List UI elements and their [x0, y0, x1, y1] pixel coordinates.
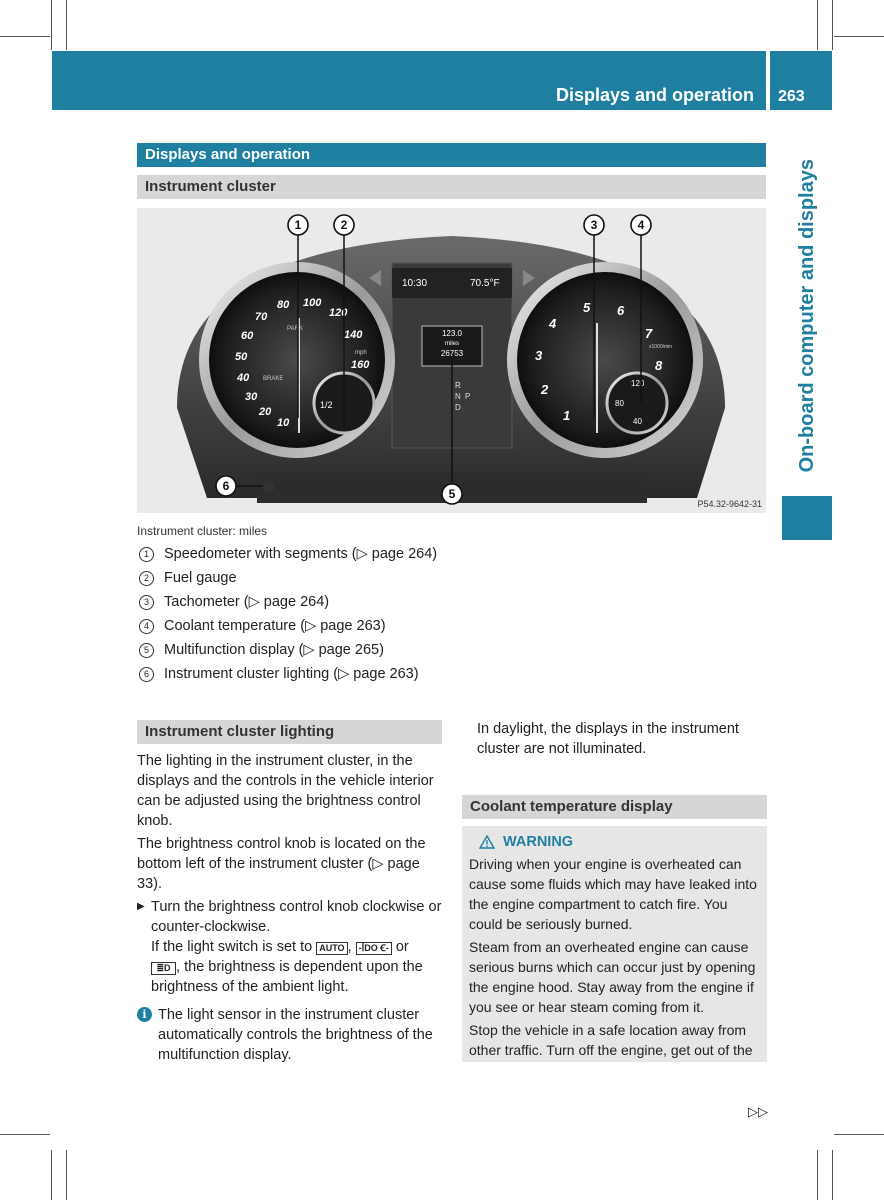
gear-p: P [465, 392, 471, 401]
speed-tick: 40 [237, 372, 250, 384]
crop-mark [817, 1150, 818, 1200]
legend-number: 4 [139, 619, 154, 634]
display-temperature: 70.5°F [470, 278, 500, 289]
lighting-paragraph-2: The brightness control knob is located on the bottom left of the instrument cluster (▷ page 33). [137, 836, 426, 892]
park-indicator: PARK [287, 326, 303, 332]
speed-tick: 10 [277, 417, 290, 429]
legend-text: Speedometer with segments (▷ page 264) [164, 546, 438, 562]
crop-mark [0, 1134, 50, 1135]
speed-tick: 80 [277, 299, 290, 311]
info-icon: i [137, 1007, 152, 1022]
lighting-paragraph-1: The lighting in the instrument cluster, in the displays and the controls in the vehicle interior can be adjusted using the brightness control knob. [137, 753, 434, 829]
low-beam-icon: ≣D [151, 962, 176, 975]
rpm-tick: 4 [549, 316, 557, 331]
legend-item [137, 590, 437, 614]
auto-switch-icon: AUTO [316, 942, 347, 955]
crop-mark [66, 1150, 67, 1200]
info-note [137, 1005, 445, 1065]
callout-6: 6 [222, 479, 230, 493]
warning-triangle-icon [479, 835, 495, 849]
legend-item [137, 662, 437, 686]
speed-tick: 60 [241, 330, 254, 342]
rpm-tick: 5 [583, 300, 591, 315]
speed-tick: 100 [303, 297, 322, 309]
lighting-heading: Instrument cluster lighting [137, 720, 442, 744]
detail-text: , [347, 939, 352, 955]
detail-text: If the light switch is set to [151, 939, 313, 955]
lighting-step [137, 897, 445, 997]
legend-number: 1 [139, 547, 154, 562]
detail-text: , the brightness is dependent upon the brightness of the ambient light. [151, 959, 423, 995]
section-title: Displays and operation [137, 143, 766, 167]
speed-tick: 120 [329, 307, 348, 319]
crop-mark [817, 0, 818, 50]
legend-number: 5 [139, 643, 154, 658]
warning-paragraph-2: Steam from an overheated engine can cause serious burns which can occur just by opening the engine hood. Stay away from the engine if you see or hear steam coming from it. [469, 939, 756, 1015]
rpm-tick: 7 [645, 326, 653, 341]
legend-text: Multifunction display (▷ page 265) [164, 642, 384, 658]
display-time: 10:30 [402, 278, 428, 289]
instrument-cluster-illustration [137, 208, 766, 513]
legend-item [137, 542, 437, 566]
detail-text: or [395, 939, 409, 955]
speed-tick: 70 [255, 311, 268, 323]
fuel-half-label: 1/2 [320, 400, 333, 410]
legend-text: Fuel gauge [164, 570, 237, 586]
lighting-step-text: Turn the brightness control knob clockwise or counter-clockwise. [151, 899, 442, 935]
info-text: The light sensor in the instrument cluster automatically controls the brightness of the multifunction display. [158, 1007, 433, 1063]
side-tab [782, 155, 832, 487]
callout-2: 2 [340, 218, 348, 232]
legend-text: Tachometer (▷ page 264) [164, 594, 330, 610]
page-number: 263 [778, 88, 805, 105]
speed-tick: 160 [351, 359, 370, 371]
crop-mark [832, 0, 833, 50]
legend-item [137, 614, 437, 638]
page-number-box [770, 51, 832, 110]
speed-tick: 50 [235, 351, 248, 363]
speed-tick: 20 [259, 406, 272, 418]
callout-1: 1 [294, 218, 302, 232]
warning-box [462, 826, 767, 1062]
warning-paragraph-1: Driving when your engine is overheated can cause some fluids which may have leaked into the engine compartment to catch fire. You could be seriously burned. [469, 856, 757, 932]
crop-mark [51, 0, 52, 50]
rpm-unit: x1000/min [649, 344, 673, 350]
callout-5: 5 [448, 487, 456, 501]
warning-label: WARNING [503, 834, 574, 850]
odometer-value: 26753 [440, 349, 464, 358]
crop-mark [834, 1134, 884, 1135]
warning-title [469, 832, 760, 852]
crop-mark [834, 36, 884, 37]
coolant-heading: Coolant temperature display [462, 795, 767, 819]
crop-mark [66, 0, 67, 50]
rpm-tick: 3 [535, 348, 543, 363]
crop-mark [832, 1150, 833, 1200]
warning-paragraph-3: Stop the vehicle in a safe location away from other traffic. Turn off the engine, get out of the [469, 1022, 753, 1058]
legend-number: 3 [139, 595, 154, 610]
continued-marker: ▷▷ [748, 1104, 768, 1119]
coolant-tick: 80 [615, 399, 624, 408]
legend-list [137, 542, 437, 686]
speed-tick: 30 [245, 391, 258, 403]
bullet-triangle-icon: ▶ [137, 901, 145, 912]
gear-r: R [455, 381, 461, 390]
parking-lamps-icon: -ꟾDO Ꞓ- [356, 942, 392, 955]
figure-code: P54.32-9642-31 [697, 499, 762, 509]
lighting-body [137, 751, 445, 1065]
gear-n: N [455, 392, 461, 401]
legend-item [137, 566, 437, 590]
brake-indicator: BRAKE [263, 376, 284, 382]
rpm-tick: 8 [655, 358, 663, 373]
speed-tick: 140 [344, 329, 363, 341]
lighting-step-detail [151, 937, 445, 997]
speed-unit: mph [355, 350, 367, 356]
page-header [52, 51, 766, 110]
side-tab-marker [782, 496, 832, 540]
trip-unit: miles [444, 341, 460, 347]
callout-3: 3 [590, 218, 598, 232]
figure-caption: Instrument cluster: miles [137, 524, 268, 538]
legend-text: Coolant temperature (▷ page 263) [164, 618, 386, 634]
coolant-tick: 40 [633, 417, 642, 426]
header-title: Displays and operation [555, 85, 754, 105]
daylight-paragraph: In daylight, the displays in the instrument cluster are not illuminated. [477, 721, 739, 757]
instrument-cluster-figure [137, 208, 766, 513]
side-tab-label: On-board computer and displays [796, 159, 818, 473]
crop-mark [51, 1150, 52, 1200]
rpm-tick: 2 [541, 382, 549, 397]
legend-text: Instrument cluster lighting (▷ page 263) [164, 666, 419, 682]
callout-4: 4 [637, 218, 645, 232]
legend-number: 2 [139, 571, 154, 586]
subsection-title: Instrument cluster [137, 175, 766, 199]
rpm-tick: 1 [563, 408, 571, 423]
legend-item [137, 638, 437, 662]
coolant-tick: 120 [631, 379, 645, 388]
gear-d: D [455, 403, 461, 412]
trip-value: 123.0 [441, 329, 463, 338]
crop-mark [0, 36, 50, 37]
legend-number: 6 [139, 667, 154, 682]
rpm-tick: 6 [617, 303, 625, 318]
